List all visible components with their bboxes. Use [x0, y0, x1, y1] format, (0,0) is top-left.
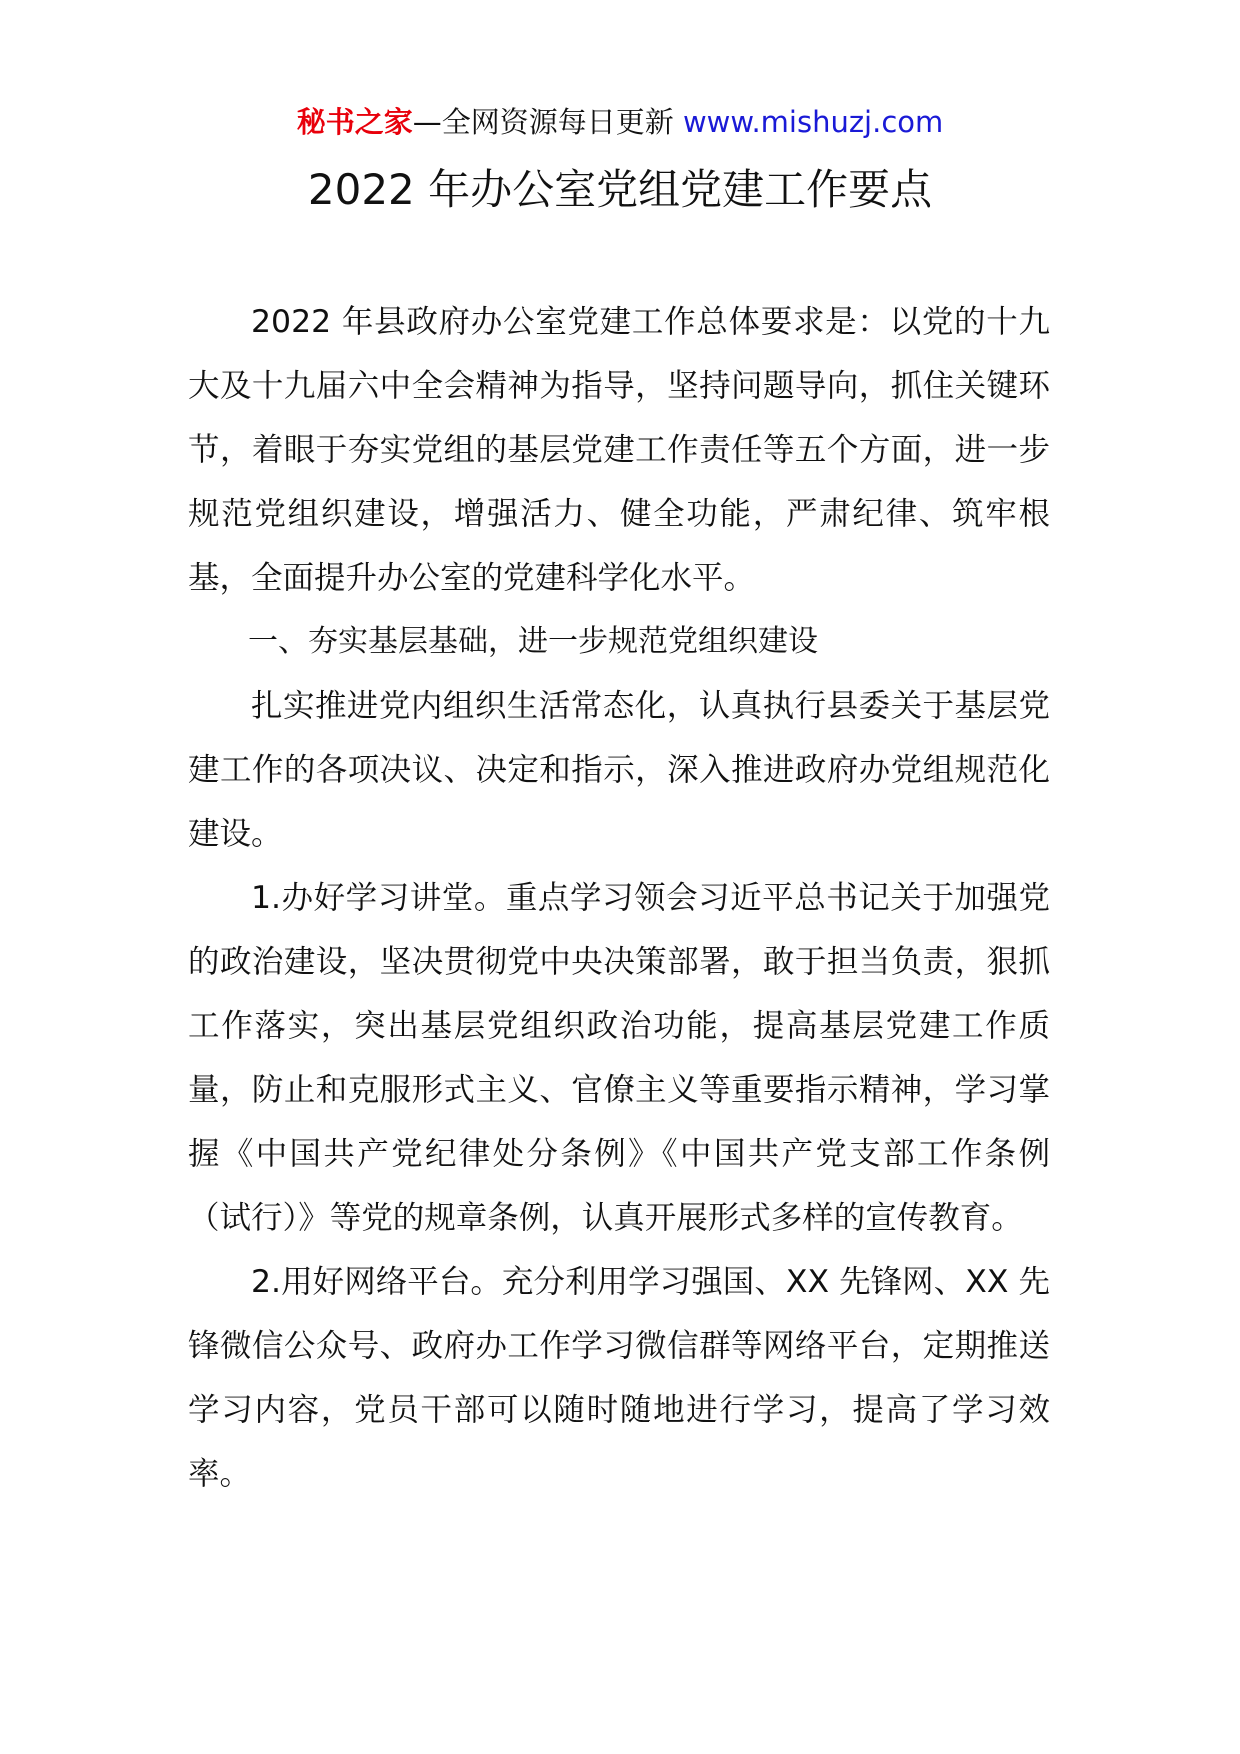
section-heading-1: 一、夯实基层基础，进一步规范党组织建设	[248, 624, 818, 659]
paragraph-item-2: 2.用好网络平台。充分利用学习强国、XX 先锋网、XX 先锋微信公众号、政府办工作学习微信群等网络平台，定期推送学习内容，党员干部可以随时随地进行学习，提高了学习效率。	[188, 1264, 1050, 1492]
header-tagline: —全网资源每日更新	[412, 105, 683, 139]
document-title: 2022 年办公室党组党建工作要点	[307, 165, 933, 214]
site-watermark-header	[0, 102, 1240, 142]
site-url-link[interactable]: www.mishuzj.com	[682, 105, 944, 139]
paragraph-section-1: 扎实推进党内组织生活常态化，认真执行县委关于基层党建工作的各项决议、决定和指示，深入推进政府办党组规范化建设。	[188, 688, 1050, 852]
brand-name: 秘书之家	[296, 105, 413, 139]
paragraph-item-1: 1.办好学习讲堂。重点学习领会习近平总书记关于加强党的政治建设，坚决贯彻党中央决策部署，敢于担当负责，狠抓工作落实，突出基层党组织政治功能，提高基层党建工作质量，防止和克服形式主义、官僚主义等重要指示精神，学习掌握《中国共产党纪律处分条例》《中国共产党支部工作条例（试行）》等党的规章条例，认真开展形式多样的宣传教育。	[188, 880, 1050, 1236]
paragraph-intro: 2022 年县政府办公室党建工作总体要求是：以党的十九大及十九届六中全会精神为指导，坚持问题导向，抓住关键环节，着眼于夯实党组的基层党建工作责任等五个方面，进一步规范党组织建设，增强活力、健全功能，严肃纪律、筑牢根基，全面提升办公室的党建科学化水平。	[188, 304, 1050, 596]
document-body	[188, 290, 1050, 1506]
